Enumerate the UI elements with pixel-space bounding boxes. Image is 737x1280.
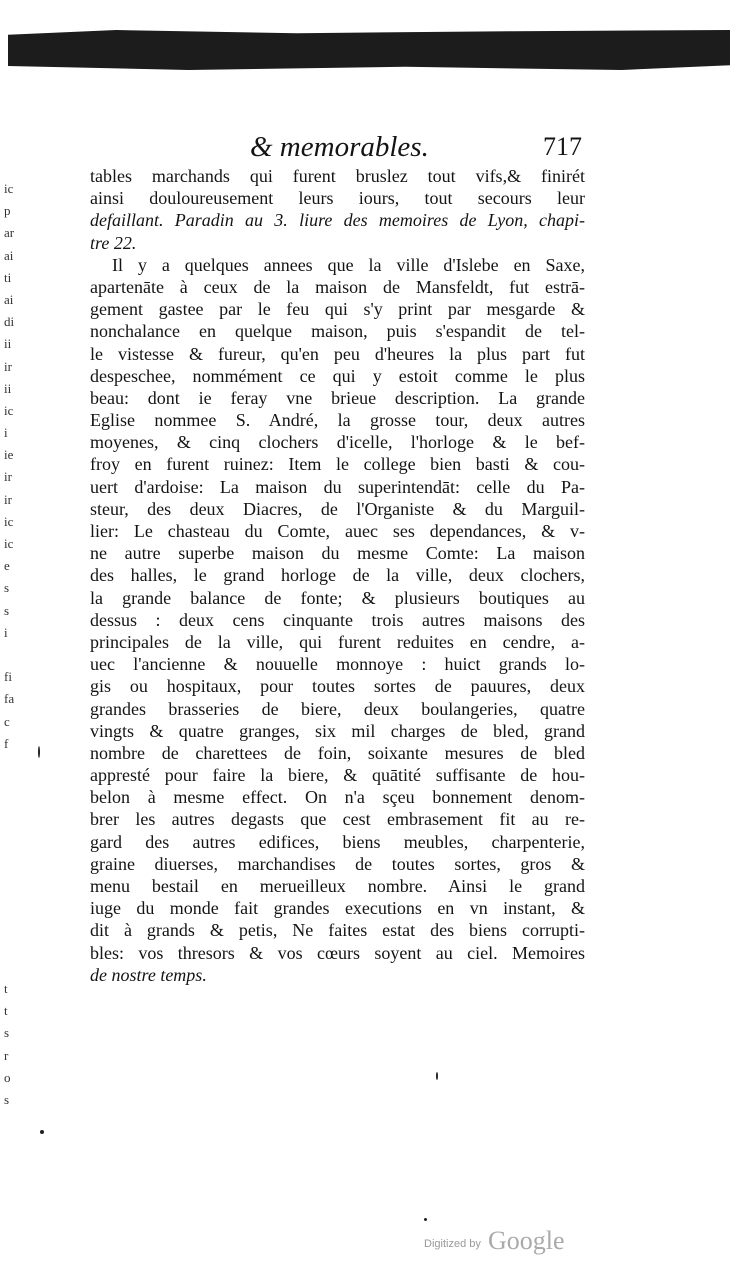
gutter-fragment: ir bbox=[4, 358, 12, 374]
text-line: despeschee, nommément ce qui y estoit comme le plus bbox=[90, 365, 585, 386]
gutter-fragment: s bbox=[4, 1091, 10, 1107]
gutter-fragment bbox=[4, 644, 32, 666]
text-line: iuge du monde fait grandes executions en vn instant, & bbox=[90, 898, 585, 919]
ink-speck bbox=[38, 746, 40, 758]
text-line: ne autre superbe maison du mesme Comte: La maison bbox=[90, 543, 585, 564]
text-line: dessus : deux cens cinquante trois autres maisons des bbox=[90, 609, 585, 630]
text-line: grandes brasseries de biere, deux boulangeries, quatre bbox=[90, 698, 585, 719]
gutter-fragment: ic bbox=[4, 513, 14, 529]
text-line: apartenāte à ceux de la maison de Mansfeldt, fut estrā- bbox=[90, 276, 585, 297]
gutter-fragment: ic bbox=[4, 181, 14, 196]
gutter-fragment: ti bbox=[4, 269, 12, 285]
gutter-fragment: ic bbox=[4, 536, 14, 551]
gutter-fragments-bottom bbox=[4, 978, 32, 1111]
text-line: dit à grands & petis, Ne faites estat des biens corrupti- bbox=[90, 920, 585, 941]
text-line: tables marchands qui furent bruslez tout vifs,& finirét bbox=[90, 166, 585, 186]
gutter-fragment: r bbox=[4, 1047, 9, 1063]
text-line: beau: dont ie feray vne brieue description. La grande bbox=[90, 387, 585, 408]
text-line: principales de la ville, qui furent reduites en cendre, a- bbox=[90, 631, 585, 652]
gutter-fragments-top bbox=[4, 178, 32, 755]
text-line: graine diuerses, marchandises de toutes sortes, gros & bbox=[90, 853, 585, 874]
text-line: bles: vos thresors & vos cœurs soyent au ciel. Memoires bbox=[90, 942, 585, 963]
ink-speck bbox=[424, 1218, 427, 1221]
digitized-label: Digitized by bbox=[424, 1238, 481, 1250]
text-line: de nostre temps. bbox=[90, 964, 207, 985]
text-line: moyenes, & cinq clochers d'icelle, l'horloge & le bef- bbox=[90, 432, 585, 453]
text-line: menu bestail en merueilleux nombre. Ainsi le grand bbox=[90, 876, 585, 896]
ink-speck bbox=[436, 1072, 438, 1080]
body-text bbox=[90, 165, 585, 986]
gutter-fragment: ai bbox=[4, 247, 14, 263]
gutter-fragment: ii bbox=[4, 336, 12, 352]
digitized-watermark bbox=[420, 1226, 580, 1256]
gutter-fragment: ii bbox=[4, 380, 12, 396]
text-line: belon à mesme effect. On n'a sçeu bonnement denom- bbox=[90, 787, 585, 808]
gutter-fragment: di bbox=[4, 314, 15, 330]
gutter-fragment: s bbox=[4, 580, 10, 596]
text-line: steur, des deux Diacres, de l'Organiste & du Marguil- bbox=[90, 498, 585, 519]
text-line: nombre de charettees de foin, soixante mesures de bled bbox=[90, 742, 585, 763]
gutter-fragment: s bbox=[4, 602, 10, 618]
text-line: la grande balance de fonte; & plusieurs boutiques au bbox=[90, 587, 585, 608]
text-line: gis ou hospitaux, pour toutes sortes de pauures, deux bbox=[90, 676, 585, 697]
gutter-fragment: o bbox=[4, 1069, 11, 1085]
gutter-fragment: ai bbox=[4, 291, 14, 307]
text-line: Eglise nommee S. André, la grosse tour, deux autres bbox=[90, 410, 585, 431]
paragraph-first-line: Il y a quelques annees que la ville d'Islebe en Saxe, bbox=[112, 254, 585, 275]
text-line: froy en furent ruinez: Item le college bien basti & cou- bbox=[90, 454, 585, 475]
text-line: uert d'ardoise: La maison du superintendāt: celle du Pa- bbox=[90, 476, 585, 497]
google-logo: Google bbox=[488, 1226, 565, 1255]
gutter-fragment: p bbox=[4, 203, 11, 219]
text-line: des halles, le grand horloge de la ville, deux clochers, bbox=[90, 565, 585, 586]
gutter-fragment: ie bbox=[4, 447, 14, 463]
ink-speck bbox=[40, 1130, 44, 1134]
text-line: gement gastee par le feu qui s'y print par mesgarde & bbox=[90, 299, 585, 320]
gutter-fragment: c bbox=[4, 713, 10, 729]
gutter-fragment: fi bbox=[4, 669, 12, 685]
gutter-fragment: fa bbox=[4, 691, 15, 707]
running-title: & memorables. bbox=[250, 131, 429, 163]
text-line: gard des autres edifices, biens meubles, charpenterie, bbox=[90, 831, 585, 852]
running-head bbox=[250, 130, 582, 164]
text-line: appresté pour faire la biere, & quātité suffisante de hou- bbox=[90, 765, 585, 786]
gutter-fragment: ir bbox=[4, 469, 12, 485]
gutter-fragment: e bbox=[4, 558, 10, 574]
text-line: brer les autres degasts que cest embrasement fit au re- bbox=[90, 809, 585, 830]
text-line: uec l'ancienne & nouuelle monnoye : huict grands lo- bbox=[90, 654, 585, 675]
gutter-fragment: i bbox=[4, 624, 8, 640]
text-line: tre 22. bbox=[90, 232, 137, 253]
gutter-fragment: ic bbox=[4, 402, 14, 418]
text-line: vingts & quatre granges, six mil charges de bled, grand bbox=[90, 720, 585, 741]
gutter-fragment: ar bbox=[4, 225, 15, 241]
text-line: defaillant. Paradin au 3. liure des memoires de Lyon, chapi- bbox=[90, 210, 585, 231]
gutter-fragment: s bbox=[4, 1025, 10, 1041]
gutter-fragment: f bbox=[4, 735, 9, 751]
scan-edge-shadow bbox=[8, 30, 730, 70]
gutter-fragment: i bbox=[4, 425, 8, 441]
text-line: lier: Le chasteau du Comte, auec ses dependances, & v- bbox=[90, 521, 585, 541]
gutter-fragment: t bbox=[4, 981, 8, 996]
gutter-fragment: t bbox=[4, 1003, 8, 1019]
text-line: le vistesse & fureur, qu'en peu d'heures la plus part fut bbox=[90, 343, 585, 364]
text-line: nonchalance en quelque maison, puis s'espandit de tel- bbox=[90, 321, 585, 342]
gutter-fragment: ir bbox=[4, 491, 12, 507]
page-number: 717 bbox=[543, 132, 582, 161]
text-line: ainsi douloureusement leurs iours, tout secours leur bbox=[90, 188, 585, 209]
